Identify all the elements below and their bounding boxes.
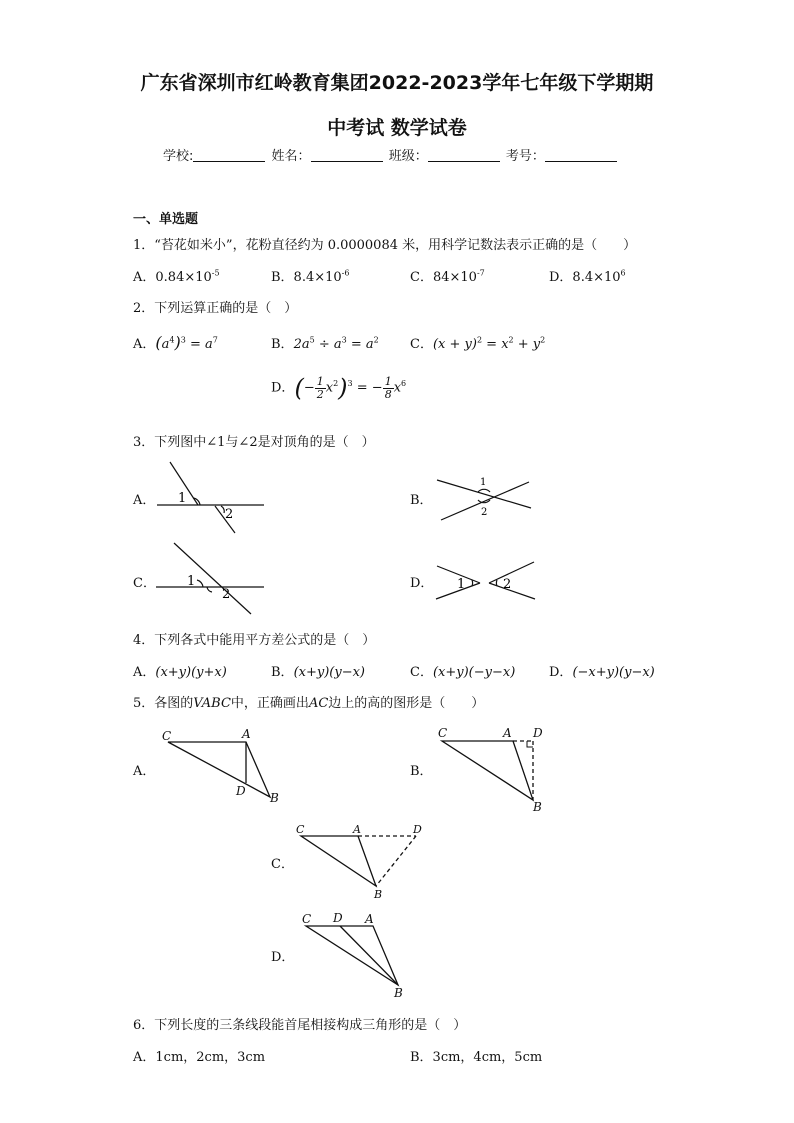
- q3d-angle1-label: 1: [457, 577, 466, 592]
- q3-option-b-label[interactable]: B．: [410, 493, 433, 508]
- q1-option-c[interactable]: C．$84\times 10^{-7}$: [410, 268, 485, 285]
- q3a-angle2-label: 2: [225, 507, 234, 522]
- name-label: 姓名：: [271, 149, 311, 164]
- q5d-label-c: C: [302, 912, 312, 926]
- section-title: 一、单选题: [133, 212, 199, 227]
- q1-option-a[interactable]: A．$0.84\times 10^{-5}$: [133, 268, 220, 285]
- q5d-label-d: D: [333, 911, 343, 925]
- q3c-angle1-label: 1: [187, 574, 196, 589]
- q5-stem: 5．各图的VABC中，正确画出AC边上的高的图形是（ ）: [133, 696, 485, 711]
- q5b-label-a: A: [503, 726, 512, 740]
- q4-stem: 4．下列各式中能用平方差公式的是（ ）: [133, 633, 376, 648]
- q5-figure-c: [301, 836, 416, 886]
- q5a-label-a: A: [242, 727, 251, 741]
- q3a-angle1-label: 1: [178, 491, 187, 506]
- q5b-label-c: C: [438, 726, 448, 740]
- q3c-angle2-label: 2: [222, 587, 231, 602]
- q5-figure-b: [442, 741, 533, 800]
- q5-option-b-label[interactable]: B．: [410, 764, 433, 779]
- q6-option-b[interactable]: B．3cm，4cm，5cm: [410, 1050, 543, 1065]
- q3-stem: 3．下列图中∠1与∠2是对顶角的是（ ）: [133, 435, 375, 450]
- q4-option-b[interactable]: B．(x+y)(y−x): [271, 665, 365, 680]
- q5a-label-c: C: [162, 729, 172, 743]
- q2-option-a[interactable]: A．$(a^4)^3 = a^7$: [133, 333, 218, 352]
- q6-stem: 6．下列长度的三条线段能首尾相接构成三角形的是（ ）: [133, 1018, 467, 1033]
- q3-option-c-label[interactable]: C．: [133, 576, 156, 591]
- q2-stem: 2．下列运算正确的是（ ）: [133, 301, 298, 316]
- q2-option-d[interactable]: D．(− $\frac{1}{2}$ $x^2)^3$ = − $\frac{1}{8}$ $x^6$: [271, 374, 407, 402]
- number-label: 考号：: [505, 149, 545, 164]
- q3d-angle2-label: 2: [503, 577, 512, 592]
- q5d-label-a: A: [365, 912, 374, 926]
- q6-option-a[interactable]: A．1cm，2cm，3cm: [133, 1050, 266, 1065]
- q4-option-a[interactable]: A．(x+y)(y+x): [133, 665, 227, 680]
- q2-option-c[interactable]: C．$(x + y)^2 = x^2 + y^2$: [410, 335, 546, 352]
- q5c-label-d: D: [413, 823, 422, 836]
- q5c-label-c: C: [296, 823, 305, 836]
- q5c-label-a: A: [353, 823, 361, 836]
- q1-option-d[interactable]: D．$8.4\times 10^6$: [549, 268, 626, 285]
- q5-figure-a: [168, 742, 270, 797]
- q5d-label-b: B: [394, 986, 403, 1000]
- class-label: 班级：: [388, 149, 428, 164]
- q5b-label-d: D: [533, 726, 543, 740]
- exam-title-line1: 广东省深圳市红岭教育集团2022-2023学年七年级下学期期: [140, 72, 654, 94]
- exam-title-line2: 中考试 数学试卷: [327, 117, 467, 139]
- q5-option-a-label[interactable]: A．: [133, 764, 156, 779]
- q3b-angle2-label: 2: [481, 507, 488, 518]
- q5-option-d-label[interactable]: D．: [271, 950, 295, 965]
- q4-option-d[interactable]: D．(−x+y)(y−x): [549, 665, 655, 680]
- q5b-label-b: B: [533, 800, 542, 814]
- school-label: 学校:: [163, 149, 194, 164]
- q1-stem: 1．“苔花如米小”，花粉直径约为 0.0000084 米，用科学记数法表示正确的是（ ）: [133, 238, 637, 253]
- q1-option-b[interactable]: B．$8.4\times 10^{-6}$: [271, 268, 350, 285]
- q5a-label-b: B: [270, 791, 279, 805]
- q3-option-a-label[interactable]: A．: [133, 493, 156, 508]
- q5a-label-d: D: [236, 784, 246, 798]
- q4-option-c[interactable]: C．(x+y)(−y−x): [410, 665, 516, 680]
- q2-option-b[interactable]: B．$2a^5 \div a^3 = a^2$: [271, 335, 379, 352]
- q5-figure-d: [306, 926, 398, 985]
- q3b-angle1-label: 1: [480, 477, 487, 488]
- q5-option-c-label[interactable]: C．: [271, 857, 294, 872]
- q5c-label-b: B: [374, 888, 383, 901]
- q3-option-d-label[interactable]: D．: [410, 576, 434, 591]
